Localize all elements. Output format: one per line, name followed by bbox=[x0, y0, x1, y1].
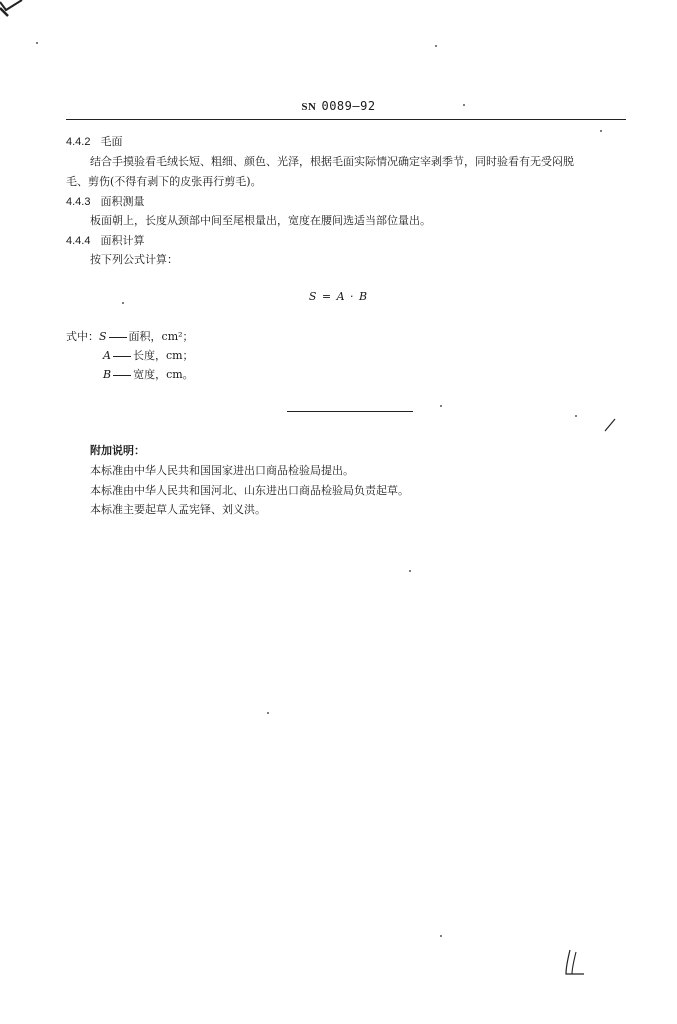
notes-line: 本标准由中华人民共和国河北、山东进出口商品检验局负责起草。 bbox=[90, 484, 409, 497]
scan-speck bbox=[36, 42, 38, 44]
corner-scan-mark bbox=[0, 0, 26, 18]
scan-speck bbox=[600, 130, 602, 132]
page-header bbox=[0, 99, 677, 113]
definition-symbol: S bbox=[99, 330, 107, 343]
section-number: 4.4.3 bbox=[66, 196, 91, 208]
handwritten-page-mark bbox=[562, 948, 592, 978]
definition-line bbox=[66, 330, 194, 344]
section-heading bbox=[66, 195, 144, 209]
header-code: 0089—92 bbox=[321, 99, 376, 113]
area-formula: S = A · B bbox=[308, 290, 369, 303]
header-rule bbox=[66, 119, 626, 120]
definition-dash bbox=[113, 375, 131, 376]
definition-line bbox=[103, 368, 194, 382]
scan-speck bbox=[440, 935, 442, 937]
definition-dash bbox=[109, 337, 127, 338]
section-number: 4.4.2 bbox=[66, 136, 91, 148]
section-title: 毛面 bbox=[100, 136, 123, 148]
definition-symbol: B bbox=[103, 368, 112, 381]
separator-rule bbox=[287, 411, 413, 412]
scan-speck bbox=[440, 405, 442, 407]
header-sn: SN bbox=[301, 101, 317, 113]
section-heading bbox=[66, 135, 122, 149]
section-title: 面积测量 bbox=[100, 196, 145, 208]
definition-text: 面积，cm²； bbox=[128, 330, 194, 343]
definition-text: 宽度，cm。 bbox=[133, 368, 194, 381]
paragraph-line: 板面朝上，长度从颈部中间至尾根量出，宽度在腰间选适当部位量出。 bbox=[90, 214, 431, 227]
paragraph-line: 结合手摸验看毛绒长短、粗细、颜色、光泽，根据毛面实际情况确定宰剥季节，同时验看有无受闷脱 bbox=[90, 155, 574, 168]
pencil-tick-mark bbox=[604, 418, 616, 432]
scan-speck bbox=[575, 415, 577, 417]
scan-speck bbox=[267, 712, 269, 714]
paragraph-line: 按下列公式计算： bbox=[90, 253, 178, 266]
definition-dash bbox=[113, 356, 131, 357]
scan-speck bbox=[409, 570, 411, 572]
section-title: 面积计算 bbox=[100, 235, 145, 247]
paragraph-line: 毛、剪伤(不得有剥下的皮张再行剪毛)。 bbox=[66, 175, 262, 188]
definition-intro: 式中： bbox=[66, 330, 99, 343]
scan-speck bbox=[463, 104, 465, 106]
section-number: 4.4.4 bbox=[66, 235, 91, 247]
definition-line bbox=[103, 349, 194, 363]
definition-symbol: A bbox=[103, 349, 111, 362]
scan-speck bbox=[122, 302, 124, 304]
definition-text: 长度，cm； bbox=[132, 349, 194, 362]
section-heading bbox=[66, 234, 144, 248]
notes-line: 本标准由中华人民共和国国家进出口商品检验局提出。 bbox=[90, 464, 354, 477]
scan-speck bbox=[435, 45, 437, 47]
notes-title: 附加说明： bbox=[90, 445, 145, 457]
notes-line: 本标准主要起草人孟宪铎、刘义洪。 bbox=[90, 503, 266, 516]
